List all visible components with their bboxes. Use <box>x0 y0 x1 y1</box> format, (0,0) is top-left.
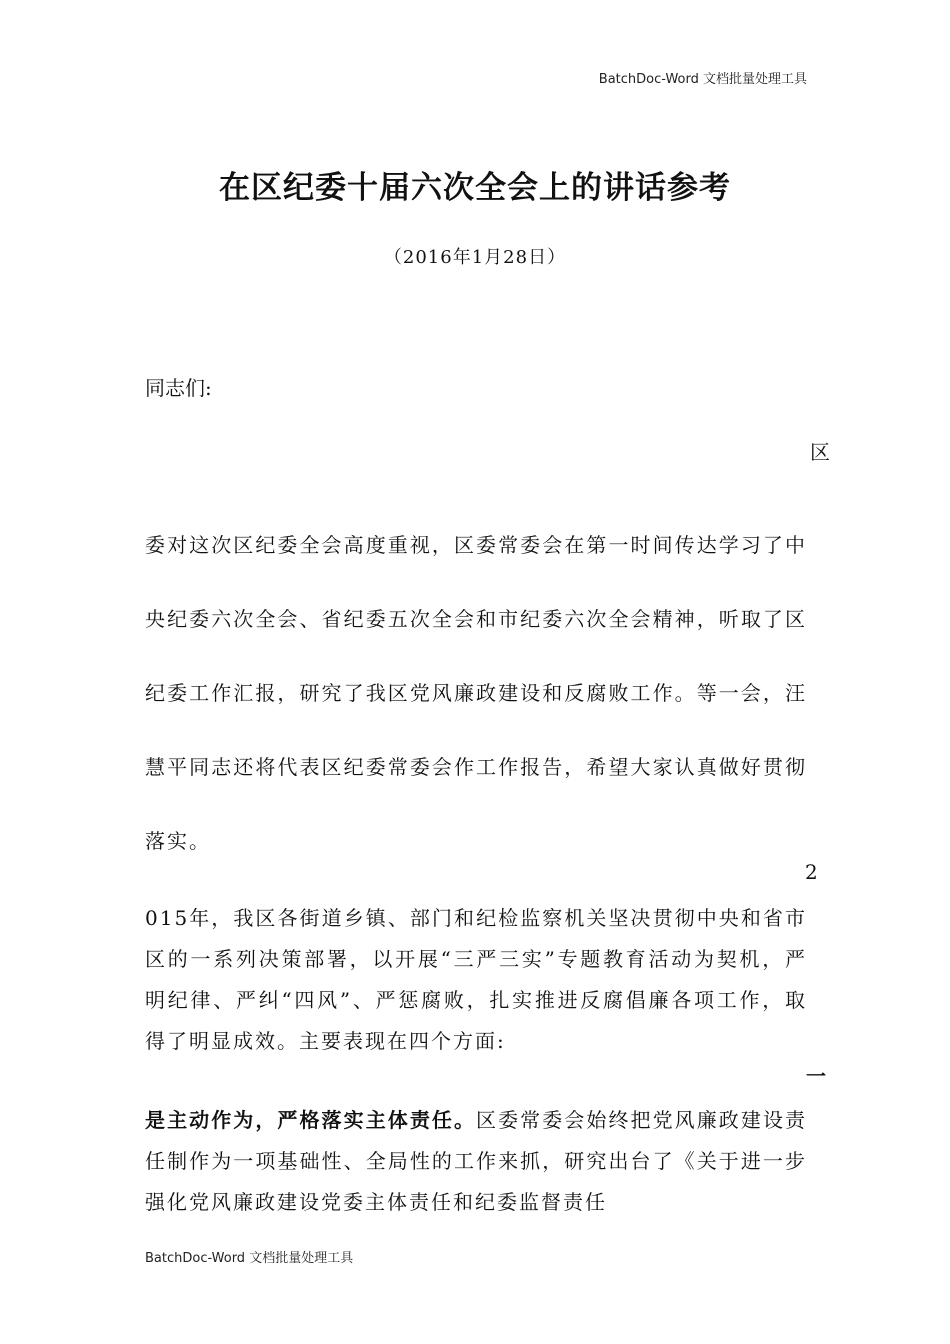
salutation: 同志们: <box>145 376 212 400</box>
paragraph-3 <box>145 1100 807 1223</box>
paragraph3-bold-lead: 是主动作为，严格落实主体责任。 <box>145 1108 477 1132</box>
paragraph-1: 委对这次区纪委全会高度重视，区委常委会在第一时间传达学习了中央纪委六次全会、省纪委五次全会和市纪委六次全会精神，听取了区纪委工作汇报，研究了我区党风廉政建设和反腐败工作。等一会，汪慧平同志还将代表区纪委常委会作工作报告，希望大家认真做好贯彻落实。 <box>145 533 807 853</box>
document-title: 在区纪委十届六次全会上的讲话参考 <box>219 170 731 206</box>
paragraph3-lead-char: 一 <box>806 1064 826 1088</box>
document-date: （2016年1月28日） <box>383 247 567 268</box>
paragraph2-lead-char: 2 <box>805 860 818 884</box>
paragraph1-lead-char: 区 <box>810 440 830 464</box>
paragraph3-text: 区委常委会始终把党风廉政建设责任制作为一项基础性、全局性的工作来抓，研究出台了《关于进一步强化党风廉政建设党委主体责任和纪委监督责任 <box>145 1108 808 1214</box>
header-watermark-note: BatchDoc-Word 文档批量处理工具 <box>598 72 807 87</box>
footer-watermark-note: BatchDoc-Word 文档批量处理工具 <box>145 1251 354 1266</box>
paragraph-2: 015年，我区各街道乡镇、部门和纪检监察机关坚决贯彻中央和省市区的一系列决策部署，以开展“三严三实”专题教育活动为契机，严明纪律、严纠“四风”、严惩腐败，扎实推进反腐倡廉各项工作，取得了明显成效。主要表现在四个方面: <box>145 906 807 1053</box>
